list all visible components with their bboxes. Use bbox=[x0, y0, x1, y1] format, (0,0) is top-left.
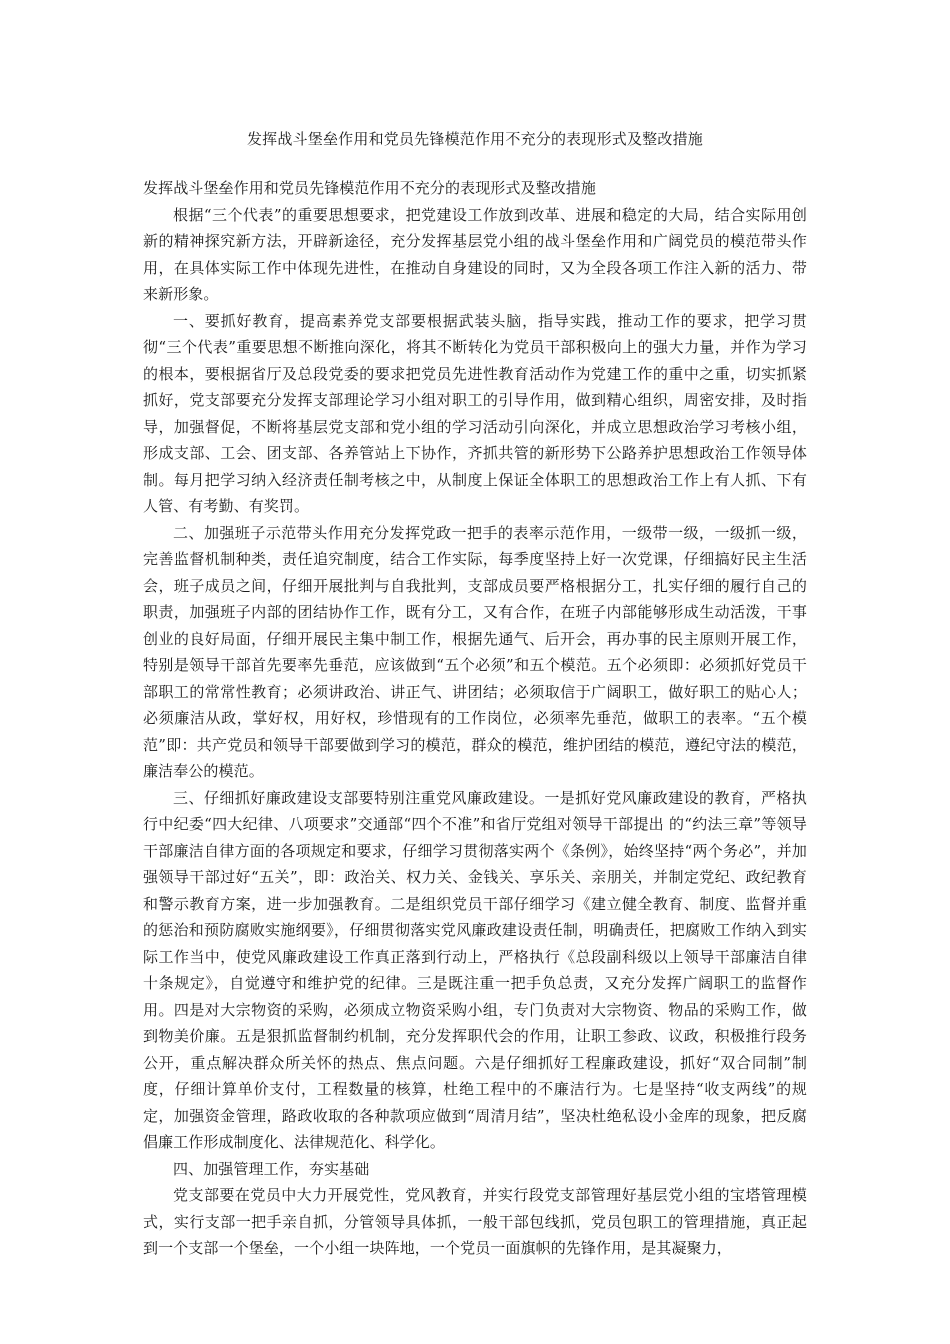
paragraph-section-3: 三、仔细抓好廉政建设支部要特别注重党风廉政建设。一是抓好党风廉政建设的教育，严格执行中纪委“四大纪律、八项要求”交通部“四个不准”和省厅党组对领导干部提出 的“约法三章”等领导干部廉洁自律方面的各项规定和要求，仔细学习贯彻落实两个《条例》，始终坚持“两个务必”，并加强领导干部过好“五关”，即：政治关、权力关、金钱关、享乐关、亲朋关，并制定党纪、政纪教育和警示教育方案，进一步加强教育。二是组织党员干部仔细学习《建立健全教育、制度、监督并重的惩治和预防腐败实施纲要》，仔细贯彻落实党风廉政建设责任制，明确责任，把腐败工作纳入到实际工作当中，使党风廉政建设工作真正落到行动上，严格执行《总段副科级以上领导干部廉洁自律十条规定》，自觉遵守和维护党的纪律。三是既注重一把手负总责，又充分发挥广阔职工的监督作用。四是对大宗物资的采购，必须成立物资采购小组，专门负责对大宗物资、物品的采购工作，做到物美价廉。五是狠抓监督制约机制，充分发挥职代会的作用，让职工参政、议政，积极推行段务公开，重点解决群众所关怀的热点、焦点问题。六是仔细抓好工程廉政建设，抓好“双合同制”制度，仔细计算单价支付，工程数量的核算，杜绝工程中的不廉洁行为。七是坚持“收支两线”的规定，加强资金管理，路政收取的各种款项应做到“周清月结”，坚决杜绝私设小金库的现象，把反腐倡廉工作形成制度化、法律规范化、科学化。 bbox=[143, 788, 807, 1151]
section-4-heading: 四、加强管理工作，夯实基础 bbox=[173, 1159, 370, 1178]
paragraph-section-4: 党支部要在党员中大力开展党性，党风教育，并实行段党支部管理好基层党小组的宝塔管理模式，实行支部一把手亲自抓，分管领导具体抓，一般干部包线抓，党员包职工的管理措施，真正起到一个支部一个堡垒，一个小组一块阵地，一个党员一面旗帜的先锋作用，是其凝聚力， bbox=[143, 1186, 807, 1257]
paragraph-section-1: 一、要抓好教育，提高素养党支部要根据武装头脑，指导实践，推动工作的要求，把学习贯彻“三个代表”重要思想不断推向深化，将其不断转化为党员干部积极向上的强大力量，并作为学习的根本，要根据省厅及总段党委的要求把党员先进性教育活动作为党建工作的重中之重，切实抓紧抓好，党支部要充分发挥支部理论学习小组对职工的引导作用，做到精心组织，周密安排，及时指导，加强督促，不断将基层党支部和党小组的学习活动引向深化，并成立思想政治学习考核小组，形成支部、工会、团支部、各养管站上下协作，齐抓共管的新形势下公路养护思想政治工作领导体制。每月把学习纳入经济责任制考核之中，从制度上保证全体职工的思想政治工作上有人抓、下有人管、有考勤、有奖罚。 bbox=[143, 311, 807, 515]
paragraph-intro: 根据“三个代表”的重要思想要求，把党建设工作放到改革、进展和稳定的大局，结合实际用创新的精神探究新方法，开辟新途径，充分发挥基层党小组的战斗堡垒作用和广阔党员的模范带头作用，在具体实际工作中体现先进性，在推动自身建设的同时，又为全段各项工作注入新的活力、带来新形象。 bbox=[143, 205, 807, 303]
document-heading: 发挥战斗堡垒作用和党员先锋模范作用不充分的表现形式及整改措施 bbox=[143, 179, 597, 197]
paragraph-section-2: 二、加强班子示范带头作用充分发挥党政一把手的表率示范作用，一级带一级，一级抓一级，完善监督机制种类，责任追究制度，结合工作实际，每季度坚持上好一次党课，仔细搞好民主生活会，班子成员之间，仔细开展批判与自我批判，支部成员要严格根据分工，扎实仔细的履行自己的职责，加强班子内部的团结协作工作，既有分工，又有合作，在班子内部能够形成生动活泼，干事创业的良好局面，仔细开展民主集中制工作，根据先通气、后开会，再办事的民主原则开展工作，特别是领导干部首先要率先垂范，应该做到“五个必须”和五个模范。五个必须即：必须抓好党员干部职工的常常性教育；必须讲政治、讲正气、讲团结；必须取信于广阔职工，做好职工的贴心人；必须廉洁从政，掌好权，用好权，珍惜现有的工作岗位，必须率先垂范，做职工的表率。“五个模范”即：共产党员和领导干部要做到学习的模范，群众的模范，维护团结的模范，遵纪守法的模范，廉洁奉公的模范。 bbox=[143, 523, 807, 780]
document-body bbox=[143, 175, 807, 1262]
document-title: 发挥战斗堡垒作用和党员先锋模范作用不充分的表现形式及整改措施 bbox=[246, 130, 703, 148]
